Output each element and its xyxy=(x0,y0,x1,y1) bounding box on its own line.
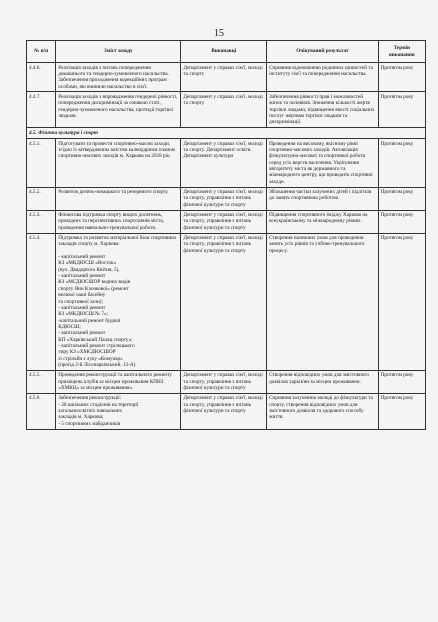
row-result: Збільшення частки залучених дітей і підлітків до занять спортивною роботою. xyxy=(267,187,379,210)
content-line: (вул. Двадцятого Квітня, 5), xyxy=(58,266,120,273)
row-executors: Департамент у справах сім'ї, молоді та спорту xyxy=(181,63,267,92)
content-line: КЗ «МКДЮСШ № 7»; xyxy=(58,311,109,318)
content-line: Підтримка та розвиток матеріальної бази спортивних закладів спорту м. Харкова: xyxy=(58,235,178,248)
row-executors: Департамент у справах сім'ї, молоді та спорту, управління з питань фізичної культури та спорту xyxy=(181,210,267,233)
content-line: - 5 спортивних майданчиків xyxy=(58,420,121,427)
row-term: Протягом року xyxy=(378,370,425,393)
row-executors: Департамент у справах сім'ї, молоді та спорту, управління з питань фізичної культури та спорту xyxy=(181,233,267,370)
row-number: 4.4.6. xyxy=(27,63,56,92)
content-line: та спортивної зали); xyxy=(58,298,103,305)
content-line: - капітальний ремонт xyxy=(58,304,106,311)
row-executors: Департамент у справах сім'ї, молоді та спорту. Департамент освіти. Департамент культури xyxy=(181,139,267,187)
table-header-row xyxy=(27,41,426,63)
row-result: Сприяння відновленню родинних цінностей та інституту сім'ї та попередження насильства. xyxy=(267,63,379,92)
row-content xyxy=(56,393,181,429)
row-content xyxy=(56,233,181,370)
header-term: Термін виконання xyxy=(378,41,425,63)
row-term: Протягом року xyxy=(378,92,425,128)
row-term: Протягом року xyxy=(378,210,425,233)
row-number: 4.5.3. xyxy=(27,210,56,233)
header-content: Зміст заходу xyxy=(56,41,181,63)
row-result: Забезпечення рівності прав і можливостей жінок та чоловіків. Зниження кількості жертв торгівлі людьми, підвищення якості соціальних послуг жертвам торгівлі людьми та дискримінації. xyxy=(267,92,379,128)
measures-table xyxy=(26,40,426,430)
content-line: загальноосвітніх навчальних xyxy=(58,408,123,414)
content-line: -капітальний ремонт будівлі xyxy=(58,317,121,324)
table-row xyxy=(27,393,426,429)
row-number: 4.5.5. xyxy=(27,370,56,393)
header-number: № п/п xyxy=(27,41,56,63)
table-body-b xyxy=(27,139,426,429)
content-line: - капітальний ремонт xyxy=(58,254,106,261)
table-row xyxy=(27,233,426,370)
row-result: Сприяння залученню молоді до фізкультури та спорту, створення відповідних умов для змістовного дозвілля та здорового способу життя. xyxy=(267,393,379,429)
row-content: Реалізація заходів з питань попередження домашнього та гендерно-зумовленого насильства. Забезпечення проходження корекційних програм особами, які вчинили насильство в сім'ї. xyxy=(56,63,181,92)
content-line: тиру КЗ «ХМСДЮСШОР xyxy=(58,349,116,356)
content-line: - капітальний ремонт xyxy=(58,330,106,337)
row-number: 4.5.6. xyxy=(27,393,56,429)
table-body-a xyxy=(27,63,426,128)
content-line: КЗ «МСДЮСШОР водних видів xyxy=(58,279,131,286)
content-line: КЗ «МКДЮСШ «Восток» xyxy=(58,260,117,267)
table-row xyxy=(27,187,426,210)
header-result: Очікуваний результат xyxy=(267,41,379,63)
table-row xyxy=(27,370,426,393)
section-row-group xyxy=(27,128,426,139)
table-row xyxy=(27,139,426,187)
row-term: Протягом року xyxy=(378,63,425,92)
row-result: Створення належних умов для проведення занять усіх рівнів та учбово-тренувального процесу. xyxy=(267,233,379,370)
content-line: КДЮСШ; xyxy=(58,323,81,330)
content-line: закладів м. Харкова; xyxy=(58,414,104,421)
section-title: 4.5. Фізична культура і спорт xyxy=(27,128,426,139)
row-number: 4.5.1. xyxy=(27,139,56,187)
row-executors: Департамент у справах сім'ї, молоді та спорту, управління з питань фізичної культури та спорту xyxy=(181,187,267,210)
row-term: Протягом року xyxy=(378,139,425,187)
header-executors: Виконавці xyxy=(181,41,267,63)
row-result: Підвищення спортивного іміджу Харкова на всеукраїнському та міжнародному рівнях. xyxy=(267,210,379,233)
content-line: Забезпечення реконструкції: xyxy=(58,395,122,402)
row-executors: Департамент у справах сім'ї, молоді та спорту, управління з питань фізичної культури та спорту xyxy=(181,370,267,393)
content-line: - 20 шкільних стадіонів на території xyxy=(58,401,139,408)
row-term: Протягом року xyxy=(378,187,425,210)
row-executors: Департамент у справах сім'ї, молоді та спорту, управління з питань фізичної культури та спорту xyxy=(181,393,267,429)
row-executors: Департамент у справах сім'ї, молоді та спорту xyxy=(181,92,267,128)
row-content: Розвиток дитячо-юнацького та резервного спорту. xyxy=(56,187,181,210)
row-number: 4.4.7. xyxy=(27,92,56,128)
row-content: Реалізація заходів з впровадження гендерної рівності, попередження дискримінації за ознакою статі, гендерно-зумовленого насильства, протидії торгівлі людьми. xyxy=(56,92,181,128)
content-line: (проїзд 2-й Лісопарківський, 13-А). xyxy=(58,361,137,368)
table-row xyxy=(27,63,426,92)
content-line: спорту Яни Клочкової» (ремонт xyxy=(58,285,129,292)
row-content: Підготувати та провести спортивно-масові заходи, згідно із затвердженим змістом календарним планом спортивно-масових заходів м. Харкова на 2018 рік. xyxy=(56,139,181,187)
table-row xyxy=(27,92,426,128)
section-row xyxy=(27,128,426,139)
content-line: великої чаші басейну xyxy=(58,292,106,299)
row-number: 4.5.2. xyxy=(27,187,56,210)
row-content: Фінансова підтримка спорту вищих досягнень, провідних та перспективних спортсменів міста, проведення навчально-тренувальної роботи. xyxy=(56,210,181,233)
content-line: зі стрільби з луку «Комунар» xyxy=(58,355,123,362)
row-term: Протягом року xyxy=(378,233,425,370)
row-result: Створення відповідних умов для змістовного дозвілля харків'ян за місцем проживання. xyxy=(267,370,379,393)
content-line: - капітальний ремонт стрілецького xyxy=(58,342,135,349)
table-row xyxy=(27,210,426,233)
row-content: Проведення реконструкції та капітального ремонту приміщень клубів за місцем проживання КПНЗ «ХМКЦ» за місцем проживання». xyxy=(56,370,181,393)
page-number: 15 xyxy=(214,28,224,39)
row-number: 4.5.4. xyxy=(27,233,56,370)
row-term: Протягом року xyxy=(378,393,425,429)
content-line: - капітальний ремонт xyxy=(58,273,106,280)
content-line: КП «Харківський Палац спорту»; xyxy=(58,336,133,343)
row-result: Проведення на високому, якісному рівні спортивно-масових заходів. Активізація фізкультурно-масової та спортивної роботи серед усіх верств населення. Укріплення авторитету міста як державного та міжнародного центру, що проводить спортивні заходи. xyxy=(267,139,379,187)
